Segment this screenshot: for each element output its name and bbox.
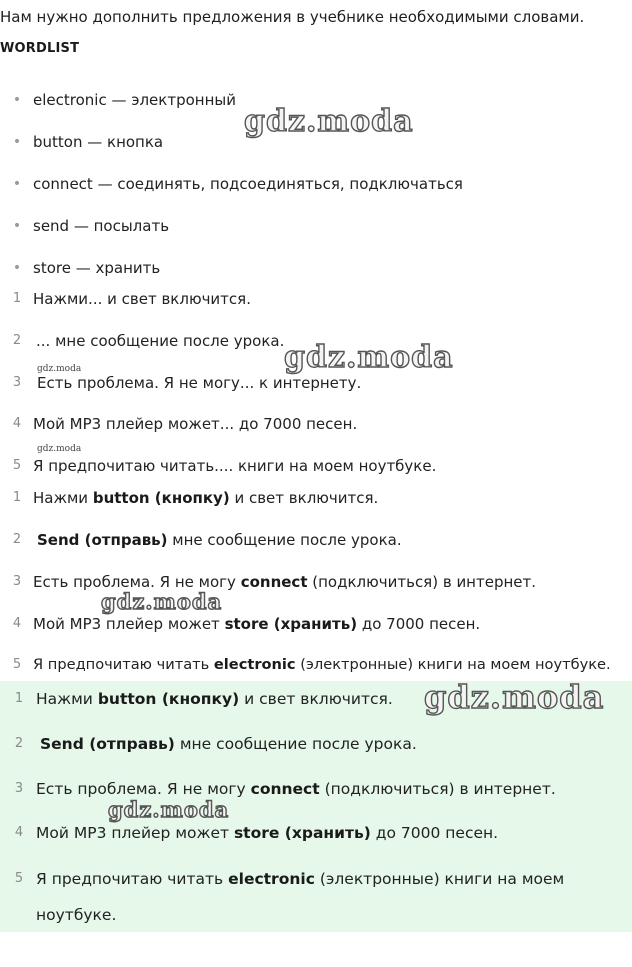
- answer-word: store (хранить): [224, 615, 358, 633]
- answer-word: electronic: [228, 870, 315, 888]
- answer-item: [0, 655, 632, 675]
- bullet-icon: •: [12, 260, 22, 276]
- task-item: [0, 373, 632, 393]
- answer-text: Есть проблема. Я не могу connect (подключиться) в интернет.: [33, 573, 537, 591]
- answer-number: 5: [12, 657, 22, 672]
- answer-text: Мой MP3 плейер может store (хранить) до 7000 песен.: [33, 615, 481, 633]
- watermark-logo: gdz.moda: [284, 340, 454, 375]
- task-number: 4: [12, 416, 22, 431]
- answer-text: Нажми button (кнопку) и свет включится.: [36, 690, 393, 708]
- answer-word: Send (отправь): [40, 735, 175, 753]
- list-item: [0, 174, 632, 194]
- answer-number: 4: [12, 616, 22, 631]
- bullet-icon: •: [12, 176, 22, 192]
- answer-item: [0, 530, 632, 550]
- wordlist-entry: send — посылать: [33, 217, 170, 235]
- watermark-logo: gdz.moda: [108, 797, 230, 822]
- answer-text: Нажми button (кнопку) и свет включится.: [33, 489, 379, 507]
- task-text: Есть проблема. Я не могу... к интернету.: [37, 374, 362, 392]
- answer-word: electronic: [213, 656, 296, 673]
- answer-word: connect: [250, 780, 320, 798]
- answer-word: button (кнопку): [97, 690, 240, 708]
- wordlist-entry: store — хранить: [33, 259, 161, 277]
- answer-word: button (кнопку): [92, 489, 230, 507]
- answer-number: 2: [14, 736, 24, 751]
- answer-item: [0, 614, 632, 634]
- watermark-small: gdz.moda: [37, 364, 82, 374]
- bullet-icon: •: [12, 92, 22, 108]
- answer-number: 2: [12, 532, 22, 547]
- watermark-small: gdz.moda: [37, 444, 82, 454]
- answer-text: Send (отправь) мне сообщение после урока.: [40, 735, 417, 753]
- answer-text: Send (отправь) мне сообщение после урока.: [37, 531, 402, 549]
- answer-word: store (хранить): [233, 824, 371, 842]
- task-item: [0, 289, 632, 309]
- task-number: 2: [12, 333, 22, 348]
- intro-text: Нам нужно дополнить предложения в учебнике необходимыми словами.: [0, 8, 585, 26]
- task-text: Нажми... и свет включится.: [33, 290, 251, 308]
- list-item: [0, 216, 632, 236]
- answer-text: Мой MP3 плейер может store (хранить) до 7000 песен.: [36, 824, 499, 842]
- task-number: 3: [12, 375, 22, 390]
- list-item: [0, 258, 632, 278]
- bullet-icon: •: [12, 134, 22, 150]
- answer-item: [0, 572, 632, 592]
- answer-number: 3: [12, 574, 22, 589]
- answer-text: Я предпочитаю читать electronic (электронные) книги на моем ноутбуке.: [33, 656, 611, 673]
- wordlist-entry: connect — соединять, подсоединяться, подключаться: [33, 175, 463, 193]
- task-number: 1: [12, 291, 22, 306]
- task-number: 5: [12, 458, 22, 473]
- answer-word: Send (отправь): [37, 531, 168, 549]
- task-text: ... мне сообщение после урока.: [36, 332, 285, 350]
- watermark-logo: gdz.moda: [244, 104, 414, 139]
- bullet-icon: •: [12, 218, 22, 234]
- answer-text: Я предпочитаю читать electronic (электронные) книги на моем ноутбуке.: [36, 870, 565, 924]
- answer-item: [0, 488, 632, 508]
- answer-number: 4: [14, 825, 24, 840]
- answer-number: 5: [14, 871, 24, 886]
- watermark-logo: gdz.moda: [101, 589, 223, 614]
- answer-word: connect: [240, 573, 308, 591]
- wordlist-entry: electronic — электронный: [33, 91, 236, 109]
- task-text: Я предпочитаю читать.... книги на моем ноутбуке.: [33, 457, 437, 475]
- task-item: [0, 414, 632, 434]
- watermark-logo: gdz.moda: [424, 678, 605, 716]
- wordlist-entry: button — кнопка: [33, 133, 164, 151]
- answer-number: 1: [14, 691, 24, 706]
- task-text: Мой MP3 плейер может... до 7000 песен.: [33, 415, 358, 433]
- answer-number: 1: [12, 490, 22, 505]
- answer-number: 3: [14, 781, 24, 796]
- answer-text: Есть проблема. Я не могу connect (подключиться) в интернет.: [36, 780, 556, 798]
- task-item: [0, 456, 632, 476]
- wordlist-heading: WORDLIST: [0, 41, 80, 56]
